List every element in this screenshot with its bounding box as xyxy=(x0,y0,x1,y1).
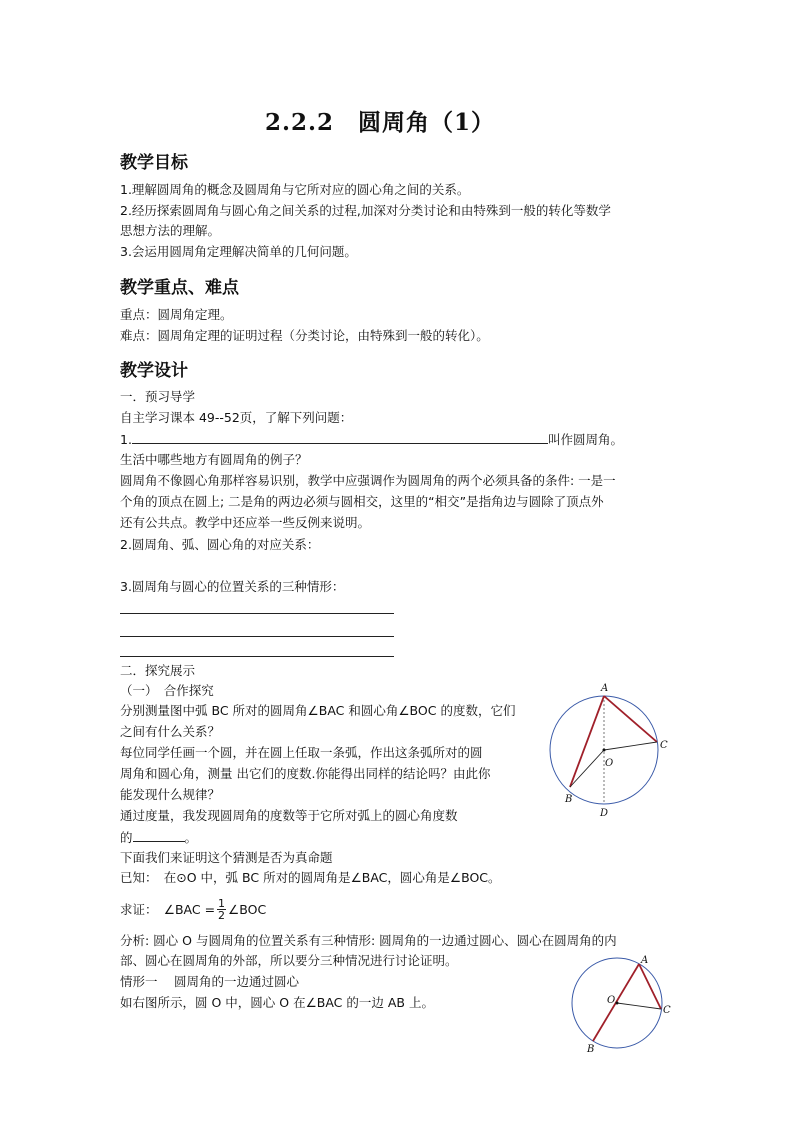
case-text: 如右图所示，圆 O 中，圆心 O 在∠BAC 的一边 AB 上。 xyxy=(120,995,434,1010)
fill-blank-line[interactable] xyxy=(133,827,185,842)
label-a: A xyxy=(641,955,649,966)
key-point-item: 重点：圆周角定理。 xyxy=(120,307,233,322)
radius-oc xyxy=(617,1003,661,1009)
objective-item: 2.经历探索圆周角与圆心角之间关系的过程,加深对分类讨论和由特殊到一般的转化等数学 xyxy=(120,203,611,218)
center-point xyxy=(603,749,606,752)
objective-item: 1.理解圆周角的概念及圆周角与它所对应的圆心角之间的关系。 xyxy=(120,182,470,197)
paragraph-line: 圆周角不像圆心角那样容易识别，教学中应强调作为圆周角的两个必须具备的条件: 一是一 xyxy=(120,473,616,488)
section-heading-key-points: 教学重点、难点 xyxy=(120,278,239,298)
known-line: 已知： 在⊙O 中，弧 BC 所对的圆周角是∠BAC，圆心角是∠BOC。 xyxy=(120,870,501,885)
label-a: A xyxy=(601,683,609,694)
answer-line[interactable] xyxy=(120,636,394,637)
self-study-text: 自主学习课本 49--52页，了解下列问题： xyxy=(120,410,353,425)
part-title: 一．预习导学 xyxy=(120,389,196,404)
analysis-line: 分析: 圆心 O 与圆周角的位置关系有三种情形: 圆周角的一边通过圆心、圆心在圆周角的内 xyxy=(120,933,617,948)
fraction xyxy=(217,898,226,921)
part-title: 二．探究展示 xyxy=(120,663,196,678)
answer-line[interactable] xyxy=(120,613,394,614)
paragraph-line: 个角的顶点在圆上; 二是角的两边必须与圆相交，这里的“相交”是指角边与圆除了顶点外 xyxy=(120,494,604,509)
label-o: O xyxy=(607,995,616,1006)
chord-ab xyxy=(570,696,604,787)
radius-ob xyxy=(570,750,604,787)
question-1-prefix: 1. xyxy=(120,432,132,447)
paragraph-line: 之间有什么关系？ xyxy=(120,724,221,739)
question-2: 2.圆周角、弧、圆心角的对应关系： xyxy=(120,537,320,552)
seek-suffix: ∠BOC xyxy=(228,901,267,917)
circle-figure-1 xyxy=(540,680,680,820)
label-b: B xyxy=(587,1044,595,1055)
label-b: B xyxy=(565,794,573,805)
label-c: C xyxy=(663,1005,671,1016)
key-point-item: 难点：圆周角定理的证明过程（分类讨论，由特殊到一般的转化）。 xyxy=(120,328,489,343)
case-title: 情形一 圆周角的一边通过圆心 xyxy=(120,974,299,989)
fill-blank-sentence xyxy=(120,827,197,848)
section-heading-objectives: 教学目标 xyxy=(120,153,188,173)
objective-item: 3.会运用圆周角定理解决简单的几何问题。 xyxy=(120,244,357,259)
question-1-suffix: 叫作圆周角。 xyxy=(547,432,623,447)
fill-blank-line[interactable] xyxy=(132,429,548,444)
prove-line: 下面我们来证明这个猜测是否为真命题 xyxy=(120,850,333,865)
label-d: D xyxy=(600,808,609,819)
center-point xyxy=(616,1002,619,1005)
fraction-numerator: 1 xyxy=(218,897,226,910)
analysis-line: 部、圆心在圆周角的外部，所以要分三种情况进行讨论证明。 xyxy=(120,953,458,968)
objective-item: 思想方法的理解。 xyxy=(120,223,221,238)
fraction-denominator: 2 xyxy=(218,909,226,922)
blank-suffix: 。 xyxy=(184,830,198,845)
circle-figure-2 xyxy=(565,955,685,1055)
paragraph-line: 能发现什么规律？ xyxy=(120,787,221,802)
seek-prefix: 求证： ∠BAC = xyxy=(120,901,216,917)
paragraph-line: 还有公共点。教学中还应举一些反例来说明。 xyxy=(120,515,371,530)
page-title: 2.2.2 圆周角（1） xyxy=(265,109,496,136)
question-1 xyxy=(120,429,623,450)
answer-line[interactable] xyxy=(120,656,394,657)
label-o: O xyxy=(605,758,614,769)
radius-oc xyxy=(604,742,657,750)
paragraph-line: 周角和圆心角，测量 出它们的度数.你能得出同样的结论吗？由此你 xyxy=(120,766,491,781)
question-3: 3.圆周角与圆心的位置关系的三种情形： xyxy=(120,579,345,594)
chord-ac xyxy=(639,964,661,1009)
label-c: C xyxy=(660,740,668,751)
paragraph-line: 分别测量图中弧 BC 所对的圆周角∠BAC 和圆心角∠BOC 的度数，它们 xyxy=(120,703,516,718)
seek-line xyxy=(120,898,266,921)
blank-prefix: 的 xyxy=(120,830,133,845)
life-question: 生活中哪些地方有圆周角的例子？ xyxy=(120,452,308,467)
section-heading-design: 教学设计 xyxy=(120,361,188,381)
sub-title: （一） 合作探究 xyxy=(120,683,214,698)
paragraph-line: 每位同学任画一个圆，并在圆上任取一条弧，作出这条弧所对的圆 xyxy=(120,745,483,760)
paragraph-line: 通过度量，我发现圆周角的度数等于它所对弧上的圆心角度数 xyxy=(120,808,458,823)
